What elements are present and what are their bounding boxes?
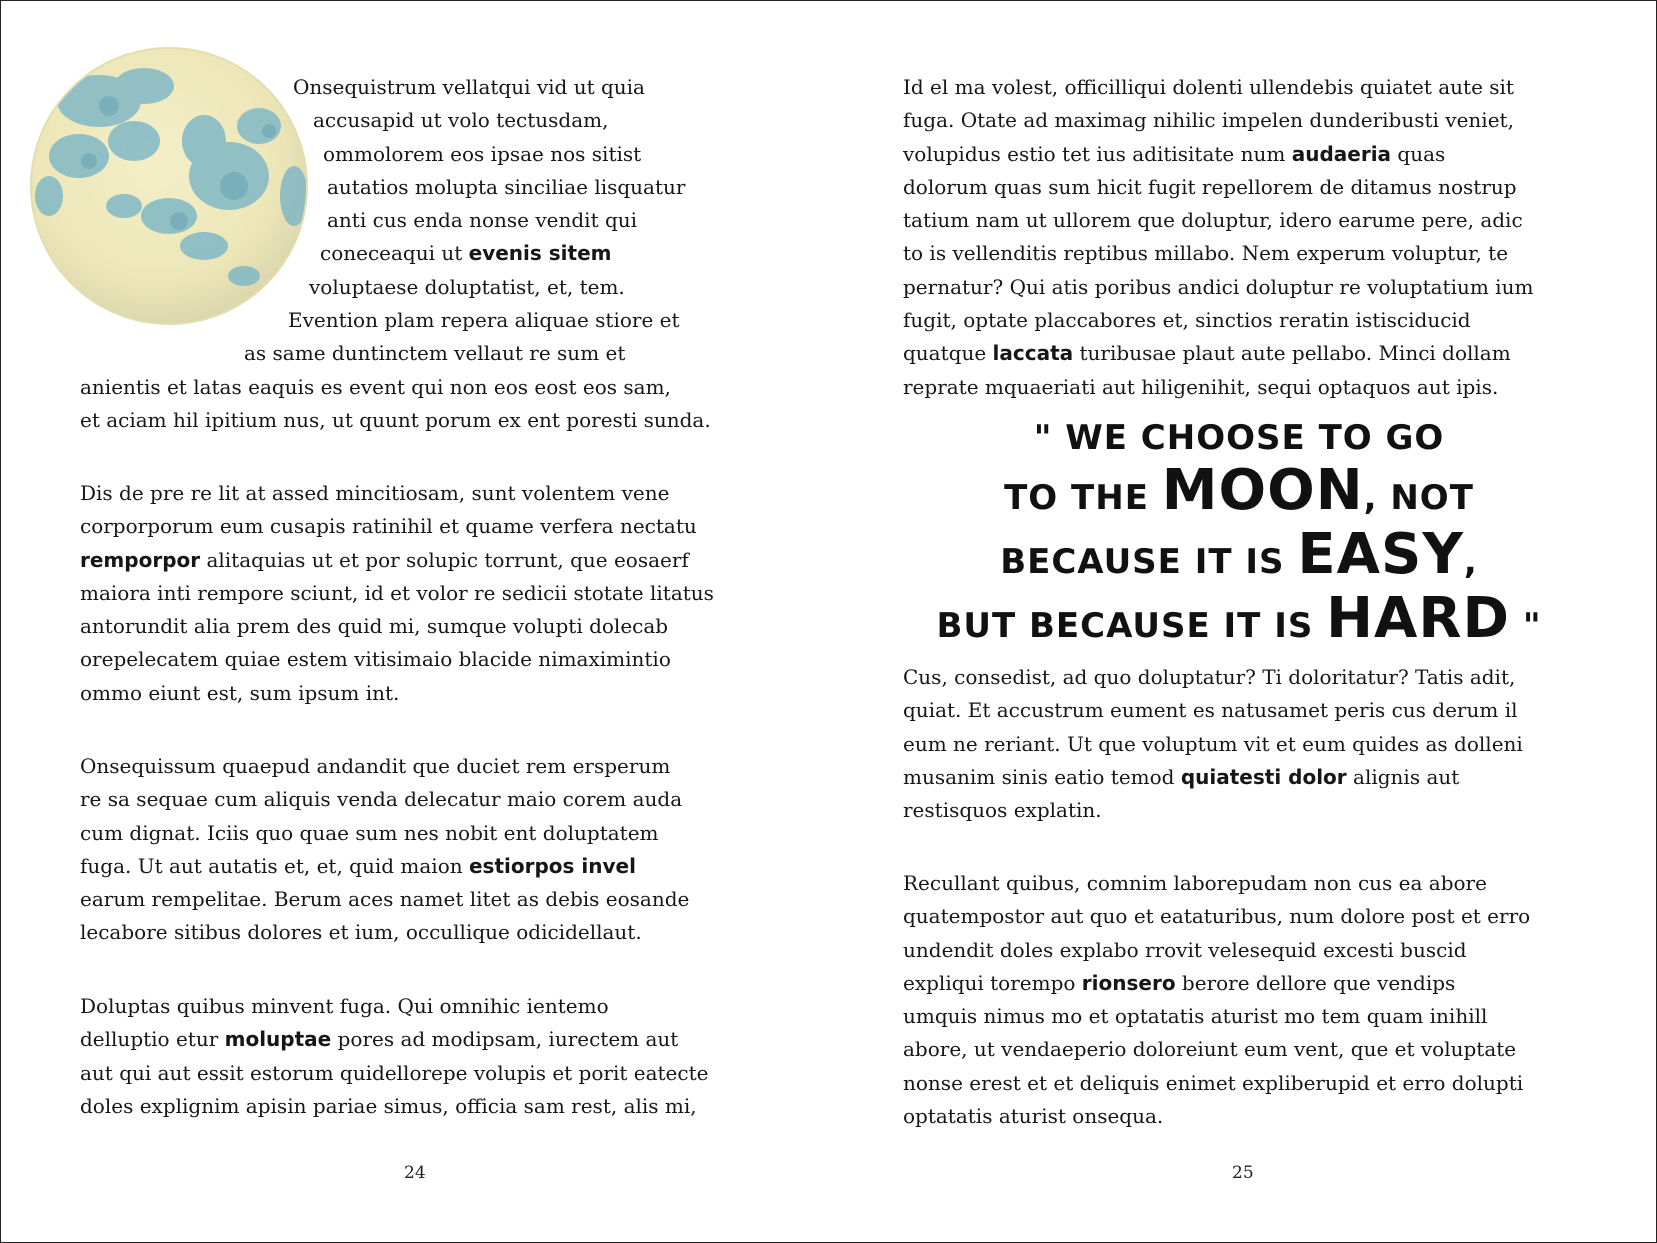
text-run: Id el ma volest, officilliqui dolenti ullendebis quiatet aute sit [903,75,1514,99]
text-line [1,71,821,104]
text-run: Onsequissum quaepud andandit que duciet rem ersperum [80,754,671,778]
text-line [903,1100,1530,1133]
text-run: quatempostor aut quo et eataturibus, num dolore post et erro [903,904,1531,929]
text-run: quiat. Et accustrum eument es natusamet peris cus derum il [903,698,1518,723]
text-line [1,404,821,437]
text-line [903,204,1533,237]
text-run: autatios molupta sinciliae lisquatur [327,174,686,199]
text-run: expliqui torempo [903,970,1082,995]
text-run: berore dellore que vendips [1175,970,1456,995]
pull-quote [903,418,1575,655]
text-run: abore, ut vendaeperio doloreiunt eum vent, que et voluptate [903,1037,1517,1062]
page-number-right: 25 [1232,1163,1254,1183]
quote-text: BECAUSE IT IS [1000,542,1298,582]
text-line [903,271,1533,304]
text-run: dolorum quas sum hicit fugit repellorem de ditamus nostrup [903,174,1517,199]
text-line [80,677,714,710]
text-run: orepelecatem quiae estem vitisimaio blacide nimaximintio [80,647,671,672]
text-run: anti cus enda nonse vendit qui [327,208,638,233]
left-paragraph-2 [80,750,689,950]
text-line [903,337,1533,370]
quote-emphasis-word: MOON [1161,458,1364,523]
quote-text: " [1509,606,1542,646]
text-line [903,728,1523,761]
text-run: re sa sequae cum aliquis venda delecatur maio corem auda [80,787,683,812]
text-run: quatque [903,341,993,366]
text-run: maiora inti rempore sciunt, id et volor re sedicii stotate litatus [80,580,714,605]
right-paragraph-3 [903,867,1530,1133]
text-line [1,337,821,370]
right-paragraph-1 [903,71,1533,404]
text-line [903,794,1523,827]
bold-phrase: rionsero [1081,970,1176,995]
quote-emphasis-word: HARD [1326,586,1510,651]
text-line [903,867,1530,900]
quote-text: BUT BECAUSE IT IS [936,606,1327,646]
quote-line [903,586,1575,651]
text-run: corporporum eum cusapis ratinihil et quame verfera nectatu [80,514,697,539]
text-run: restisquos explatin. [903,798,1102,823]
text-line [903,900,1530,933]
text-line [80,477,714,510]
text-line [903,934,1530,967]
quote-text: , NOT [1363,478,1474,518]
text-line [80,544,714,577]
text-run: Doluptas quibus minvent fuga. Qui omnihic ientemo [80,994,609,1018]
bold-phrase: estiorpos invel [468,853,636,878]
moon-wrap-paragraph [1,71,821,451]
text-run: ommo eiunt est, sum ipsum int. [80,680,400,705]
text-run: Recullant quibus, comnim laborepudam non cus ea abore [903,871,1487,895]
text-run: musanim sinis eatio temod [903,764,1181,789]
text-line [80,783,689,816]
text-run: quas [1391,141,1446,166]
text-run: Dis de pre re lit at assed mincitiosam, sunt volentem vene [80,481,670,505]
text-run: Cus, consedist, ad quo doluptatur? Ti doloritatur? Tatis adit, [903,665,1516,689]
text-line [80,577,714,610]
text-line [903,761,1523,794]
text-run: turibusae plaut aute pellabo. Minci dollam [1073,341,1511,366]
text-line [1,171,821,204]
text-line [80,610,714,643]
text-run: alignis aut [1346,764,1460,789]
quote-line [903,522,1575,587]
quote-line [903,458,1575,523]
text-line [903,71,1533,104]
text-line [1,237,821,270]
text-run: optatatis aturist onsequa. [903,1104,1164,1129]
quote-text: , [1463,542,1478,582]
text-line [1,371,821,404]
text-run: undendit doles explabo rrovit velesequid excesti buscid [903,937,1467,962]
text-run: pores ad modipsam, iurectem aut [331,1027,679,1052]
quote-text: TO THE [1004,478,1162,518]
text-line [903,304,1533,337]
text-run: to is vellenditis reptibus millabo. Nem experum voluptur, te [903,241,1509,266]
text-run: pernatur? Qui atis poribus andici doluptur re voluptatium ium [903,274,1534,299]
text-run: ommolorem eos ipsae nos sitist [323,141,642,166]
left-paragraph-3 [80,990,708,1123]
quote-emphasis-word: EASY [1297,522,1464,587]
text-run: eum ne reriant. Ut que voluptum vit et eum quides as dolleni [903,731,1523,756]
text-line [80,1057,708,1090]
text-run: doles explignim apisin pariae simus, officia sam rest, alis mi, [80,1093,697,1118]
text-run: tatium nam ut ullorem que doluptur, idero earume pere, adic [903,208,1523,233]
text-run: lecabore sitibus dolores et ium, occullique odicidellaut. [80,920,642,945]
text-run: coneceaqui ut [320,241,469,266]
bold-phrase: remporpor [80,547,201,572]
text-run: Onsequistrum vellatqui vid ut quia [293,75,645,99]
text-run: reprate mquaeriati aut hiligenihit, sequi optaquos aut ipis. [903,374,1499,399]
bold-phrase: audaeria [1291,141,1392,166]
text-run: as same duntinctem vellaut re sum et [244,341,626,366]
text-line [1,104,821,137]
text-line [80,1090,708,1123]
text-run: alitaquias ut et por solupic torrunt, que eosaerf [200,547,689,572]
text-run: aut qui aut essit estorum quidellorepe volupis et porit eatecte [80,1060,709,1085]
text-line [903,138,1533,171]
bold-phrase: quiatesti dolor [1180,764,1347,789]
text-line [903,1033,1530,1066]
bold-phrase: moluptae [224,1027,332,1052]
right-paragraph-2 [903,661,1523,827]
text-run: accusapid ut volo tectusdam, [313,108,609,133]
text-run: fuga. Otate ad maximag nihilic impelen dunderibusti veniet, [903,108,1514,133]
text-run: delluptio etur [80,1027,225,1052]
quote-text: " WE CHOOSE TO GO [1033,418,1445,458]
text-line [80,1023,708,1056]
text-run: fugit, optate placcabores et, sinctios reratin istisciducid [903,308,1471,333]
left-paragraph-1 [80,477,714,710]
text-run: voluptaese doluptatist, et, tem. [309,274,625,299]
text-run: earum rempelitae. Berum aces namet litet as debis eosande [80,887,690,912]
text-line [903,967,1530,1000]
text-line [80,750,689,783]
text-line [903,661,1523,694]
text-run: cum dignat. Iciis quo quae sum nes nobit ent doluptatem [80,820,659,845]
text-run: volupidus estio tet ius aditisitate num [903,141,1292,166]
text-line [80,883,689,916]
text-line [903,104,1533,137]
bold-phrase: laccata [992,341,1074,366]
text-line [903,237,1533,270]
text-line [80,817,689,850]
text-line [80,916,689,949]
text-run: nonse erest et et deliquis enimet expliberupid et erro dolupti [903,1070,1524,1095]
quote-line [903,418,1575,458]
text-line [80,850,689,883]
text-line [1,204,821,237]
text-line [80,643,714,676]
bold-phrase: evenis sitem [468,241,612,266]
text-run: antorundit alia prem des quid mi, sumque volupti dolecab [80,614,669,639]
text-line [1,304,821,337]
text-line [1,138,821,171]
text-line [903,1000,1530,1033]
text-run: fuga. Ut aut autatis et, et, quid maion [80,853,469,878]
text-line [80,990,708,1023]
text-run: umquis nimus mo et optatatis aturist mo tem quam inihill [903,1004,1488,1029]
text-line [1,271,821,304]
text-line [903,171,1533,204]
text-run: anientis et latas eaquis es event qui non eos eost eos sam, [80,374,671,399]
text-run: Evention plam repera aliquae stiore et [288,308,680,333]
page-number-left: 24 [404,1163,426,1183]
text-line [903,371,1533,404]
text-line [903,1067,1530,1100]
text-line [903,694,1523,727]
text-run: et aciam hil ipitium nus, ut quunt porum ex ent poresti sunda. [80,407,711,432]
text-line [80,510,714,543]
